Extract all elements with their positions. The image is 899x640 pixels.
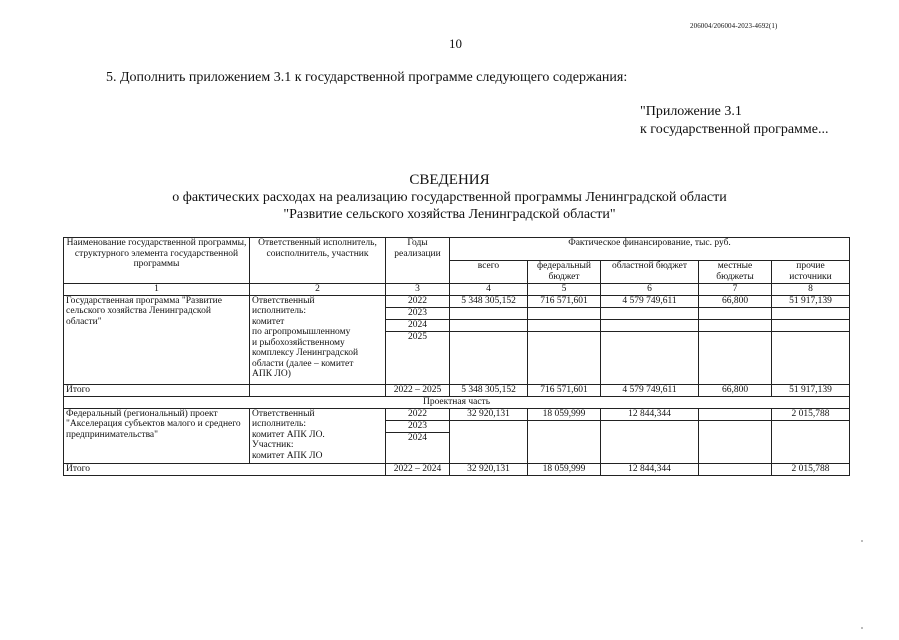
empty-cell (250, 384, 386, 396)
value-other: 51 917,139 (772, 295, 850, 307)
section-label: Проектная часть (64, 396, 850, 408)
value-regional: 12 844,344 (601, 408, 699, 420)
total-value-local: 66,800 (699, 384, 772, 396)
executor-line: исполнитель: (252, 306, 306, 316)
empty-cell (450, 420, 528, 463)
total-years: 2022 – 2025 (386, 384, 450, 396)
project-name: Федеральный (региональный) проект "Акселерация субъектов малого и среднего предпринимательства" (64, 408, 250, 463)
document-id: 206004/206004-2023-4692(1) (690, 22, 778, 30)
empty-cell (699, 319, 772, 331)
empty-cell (450, 319, 528, 331)
empty-cell (699, 331, 772, 384)
empty-cell (528, 319, 601, 331)
total-value-local (699, 463, 772, 475)
value-local (699, 408, 772, 420)
year-cell: 2022 (386, 408, 450, 420)
executor-line: области (далее – комитет (252, 358, 354, 369)
empty-cell (528, 420, 601, 463)
page-number: 10 (449, 36, 462, 51)
year-cell: 2024 (386, 319, 450, 331)
executor-line: комплексу Ленинградской (252, 348, 359, 358)
executor-line: и рыбохозяйственному (252, 337, 345, 348)
executor-line: комитет (252, 316, 285, 327)
header-executor: Ответственный исполнитель, соисполнитель, участник (250, 238, 386, 284)
header-federal: федеральный бюджет (528, 261, 601, 284)
year-cell: 2023 (386, 420, 450, 432)
total-value-federal: 18 059,999 (528, 463, 601, 475)
header-other: прочие источники (772, 261, 850, 284)
total-label: Итого (64, 384, 250, 396)
executor-line: АПК ЛО) (252, 369, 291, 379)
col-number: 5 (528, 284, 601, 296)
empty-cell (772, 319, 850, 331)
heading-title: СВЕДЕНИЯ (409, 172, 490, 188)
year-cell: 2022 (386, 295, 450, 307)
empty-cell (699, 307, 772, 319)
col-number: 2 (250, 284, 386, 296)
executor-line: Ответственный (252, 408, 315, 419)
col-number: 7 (699, 284, 772, 296)
executor-line: Ответственный (252, 295, 315, 306)
total-value-regional: 4 579 749,611 (601, 384, 699, 396)
empty-cell (699, 420, 772, 463)
empty-cell (772, 331, 850, 384)
col-number: 3 (386, 284, 450, 296)
executor-line: комитет АПК ЛО. (252, 429, 325, 440)
header-name: Наименование государственной программы, структурного элемента государственной программы (64, 238, 250, 284)
appendix-line-1: "Приложение 3.1 (640, 104, 742, 119)
total-value-other: 2 015,788 (772, 463, 850, 475)
value-regional: 4 579 749,611 (601, 295, 699, 307)
heading-line-3: "Развитие сельского хозяйства Ленинградской области" (283, 207, 616, 222)
total-label: Итого (64, 463, 386, 475)
year-cell: 2024 (386, 432, 450, 463)
empty-cell (601, 307, 699, 319)
empty-cell (601, 331, 699, 384)
heading-line-2: о фактических расходах на реализацию государственной программы Ленинградской области (172, 190, 727, 205)
executor-line: исполнитель: (252, 419, 306, 429)
appendix-line-2: к государственной программе... (640, 122, 829, 137)
total-value-regional: 12 844,344 (601, 463, 699, 475)
col-number: 8 (772, 284, 850, 296)
value-total: 32 920,131 (450, 408, 528, 420)
header-row-1 (64, 238, 850, 261)
scan-speck (861, 540, 863, 542)
expenses-table (63, 237, 850, 476)
year-cell: 2025 (386, 331, 450, 384)
section-row (64, 396, 850, 408)
value-federal: 18 059,999 (528, 408, 601, 420)
header-years: Годы реализации (386, 238, 450, 284)
empty-cell (772, 307, 850, 319)
executor-line: комитет АПК ЛО (252, 450, 323, 461)
program-total-row (64, 384, 850, 396)
executor-line: по агропромышленному (252, 327, 351, 337)
header-funding: Фактическое финансирование, тыс. руб. (450, 238, 850, 261)
scan-speck (861, 627, 863, 629)
empty-cell (450, 331, 528, 384)
total-value-total: 5 348 305,152 (450, 384, 528, 396)
col-number: 4 (450, 284, 528, 296)
empty-cell (772, 420, 850, 463)
total-value-federal: 716 571,601 (528, 384, 601, 396)
program-name: Государственная программа "Развитие сельского хозяйства Ленинградской области" (64, 295, 250, 384)
value-other: 2 015,788 (772, 408, 850, 420)
col-number: 1 (64, 284, 250, 296)
empty-cell (601, 420, 699, 463)
document-heading (0, 172, 899, 223)
intro-paragraph: 5. Дополнить приложением 3.1 к государственной программе следующего содержания: (106, 70, 628, 85)
project-total-row (64, 463, 850, 475)
col-number: 6 (601, 284, 699, 296)
program-executor (250, 295, 386, 384)
header-total: всего (450, 261, 528, 284)
project-row-2022 (64, 408, 850, 420)
empty-cell (528, 307, 601, 319)
empty-cell (450, 307, 528, 319)
empty-cell (528, 331, 601, 384)
year-cell: 2023 (386, 307, 450, 319)
appendix-note (640, 103, 828, 139)
empty-cell (601, 319, 699, 331)
column-numbers-row (64, 284, 850, 296)
total-years: 2022 – 2024 (386, 463, 450, 475)
header-regional: областной бюджет (601, 261, 699, 284)
value-total: 5 348 305,152 (450, 295, 528, 307)
project-executor (250, 408, 386, 463)
executor-line: Участник: (252, 440, 294, 450)
total-value-other: 51 917,139 (772, 384, 850, 396)
value-local: 66,800 (699, 295, 772, 307)
program-row-2022 (64, 295, 850, 307)
total-value-total: 32 920,131 (450, 463, 528, 475)
header-local: местные бюджеты (699, 261, 772, 284)
value-federal: 716 571,601 (528, 295, 601, 307)
